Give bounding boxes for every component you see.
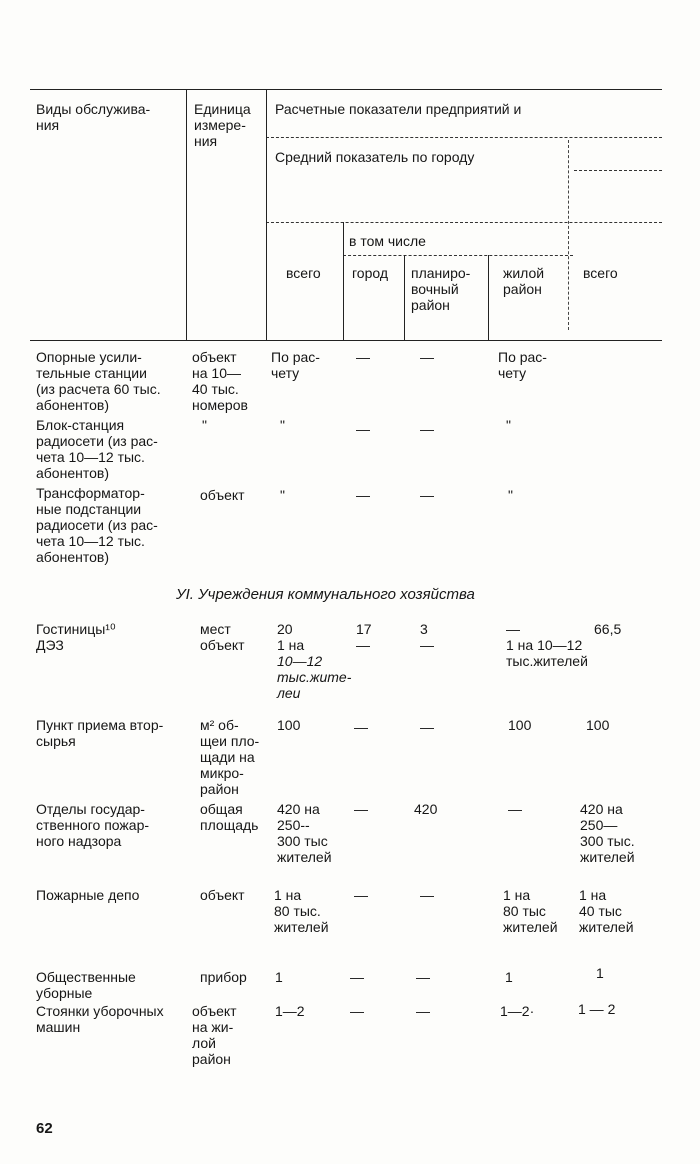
header-total-1: всего bbox=[286, 265, 321, 281]
row-b4-city: — bbox=[354, 887, 368, 903]
row-b3-res: — bbox=[508, 801, 522, 817]
header-rule-city-avg bbox=[266, 137, 662, 138]
header-rule-subcols bbox=[266, 222, 662, 223]
row-a3-total: " bbox=[280, 487, 285, 503]
row-b1-unit: мест объект bbox=[200, 621, 245, 653]
vrule-5 bbox=[488, 255, 489, 340]
row-b5-name: Общественные уборные bbox=[36, 969, 136, 1001]
row-a1-plan: — bbox=[420, 349, 434, 365]
header-service-types: Виды обслужива- ния bbox=[36, 101, 151, 133]
header-city-average: Средний показатель по городу bbox=[275, 149, 475, 165]
header-city: город bbox=[352, 265, 389, 281]
row-b5-res: 1 bbox=[505, 969, 513, 985]
row-b1-city: 17 — bbox=[356, 621, 372, 653]
row-b4-plan: — bbox=[420, 887, 434, 903]
row-b2-city: — bbox=[354, 719, 368, 735]
row-b3-name: Отделы государ- ственного пожар- ного надзора bbox=[36, 801, 150, 849]
header-planning-district: планиро- вочный район bbox=[411, 265, 471, 313]
row-a2-total: " bbox=[280, 417, 285, 433]
row-a1-name: Опорные усили- тельные станции (из расчета 60 тыс. абонентов) bbox=[36, 349, 161, 413]
row-a2-unit: " bbox=[202, 417, 207, 433]
row-b4-total2: 1 на 40 тыс жителей bbox=[579, 887, 634, 935]
header-top-rule bbox=[30, 89, 662, 90]
row-b3-plan: 420 bbox=[414, 801, 438, 817]
row-a2-res: " bbox=[506, 417, 511, 433]
row-b5-city: — bbox=[350, 969, 364, 985]
row-b1-plan: 3 — bbox=[420, 621, 434, 653]
header-rule-incl bbox=[343, 255, 573, 256]
row-a3-res: " bbox=[508, 487, 513, 503]
header-unit: Единица измере- ния bbox=[194, 101, 251, 149]
row-b5-total2: 1 bbox=[596, 965, 604, 981]
row-b3-city: — bbox=[354, 801, 368, 817]
vrule-3 bbox=[343, 222, 344, 340]
row-b6-name: Стоянки уборочных машин bbox=[36, 1003, 164, 1035]
row-a3-plan: — bbox=[420, 487, 434, 503]
row-b1-res: — 1 на 10—12 тыс.жителей bbox=[506, 621, 588, 669]
row-a3-unit: объект bbox=[200, 487, 245, 503]
section-title: УI. Учреждения коммунального хозяйства bbox=[176, 586, 475, 603]
header-including: в том числе bbox=[349, 233, 426, 249]
row-b2-res: 100 bbox=[508, 717, 532, 733]
row-b1-total2: 66,5 bbox=[594, 621, 622, 637]
row-b6-unit: объект на жи- лой район bbox=[192, 1003, 237, 1067]
row-a2-city: — bbox=[356, 421, 370, 437]
row-b6-city: — bbox=[350, 1003, 364, 1019]
page-number: 62 bbox=[36, 1120, 53, 1137]
row-a1-res: По рас- чету bbox=[498, 349, 547, 381]
header-total-2: всего bbox=[583, 265, 618, 281]
row-b2-unit: м² об- щеи пло- щади на микро- район bbox=[200, 717, 260, 797]
vrule-1 bbox=[186, 89, 187, 340]
row-a3-name: Трансформатор- ные подстанции радиосети (из рас- чета 10—12 тыс. абонентов) bbox=[36, 485, 158, 565]
row-b6-total2: 1 — 2 bbox=[578, 1001, 616, 1017]
row-a2-plan: — bbox=[420, 421, 434, 437]
row-b4-name: Пожарные депо bbox=[36, 887, 140, 903]
vrule-4 bbox=[404, 255, 405, 340]
row-b3-total2: 420 на 250— 300 тыс. жителей bbox=[580, 801, 635, 865]
row-b3-total: 420 на 250-- 300 тыс жителей bbox=[277, 801, 332, 865]
row-b1-name: Гостиницы¹⁰ ДЭЗ bbox=[36, 621, 116, 653]
row-b4-unit: объект bbox=[200, 887, 245, 903]
header-bottom-rule bbox=[30, 340, 662, 341]
row-a1-unit: объект на 10— 40 тыс. номеров bbox=[192, 349, 248, 413]
row-b2-name: Пункт приема втор- сырья bbox=[36, 717, 164, 749]
header-residential-district: жилой район bbox=[503, 265, 545, 297]
row-b5-unit: прибор bbox=[200, 969, 247, 985]
row-b4-total: 1 на 80 тыс. жителей bbox=[274, 887, 329, 935]
row-a3-city: — bbox=[356, 487, 370, 503]
row-a1-city: — bbox=[356, 349, 370, 365]
row-b5-total: 1 bbox=[275, 969, 283, 985]
header-indicators: Расчетные показатели предприятий и bbox=[275, 101, 522, 117]
row-b6-plan: — bbox=[416, 1003, 430, 1019]
row-b5-plan: — bbox=[416, 969, 430, 985]
row-b1-total-italic: 10—12 тыс.жите- леи bbox=[277, 653, 352, 701]
row-b2-total2: 100 bbox=[586, 717, 610, 733]
row-a2-name: Блок-станция радиосети (из рас- чета 10—12 тыс. абонентов) bbox=[36, 417, 158, 481]
vrule-6 bbox=[568, 140, 569, 330]
row-b4-res: 1 на 80 тыс жителей bbox=[503, 887, 558, 935]
row-b6-total: 1—2 bbox=[275, 1003, 305, 1019]
row-b2-plan: — bbox=[420, 719, 434, 735]
row-b6-res: 1—2· bbox=[500, 1003, 535, 1019]
header-rule-right-stub bbox=[574, 170, 662, 171]
row-b2-total: 100 bbox=[277, 717, 301, 733]
row-b3-unit: общая площадь bbox=[200, 801, 259, 833]
row-a1-total: По рас- чету bbox=[271, 349, 320, 381]
vrule-2 bbox=[266, 89, 267, 340]
row-b1-total: 20 1 на bbox=[277, 621, 305, 653]
